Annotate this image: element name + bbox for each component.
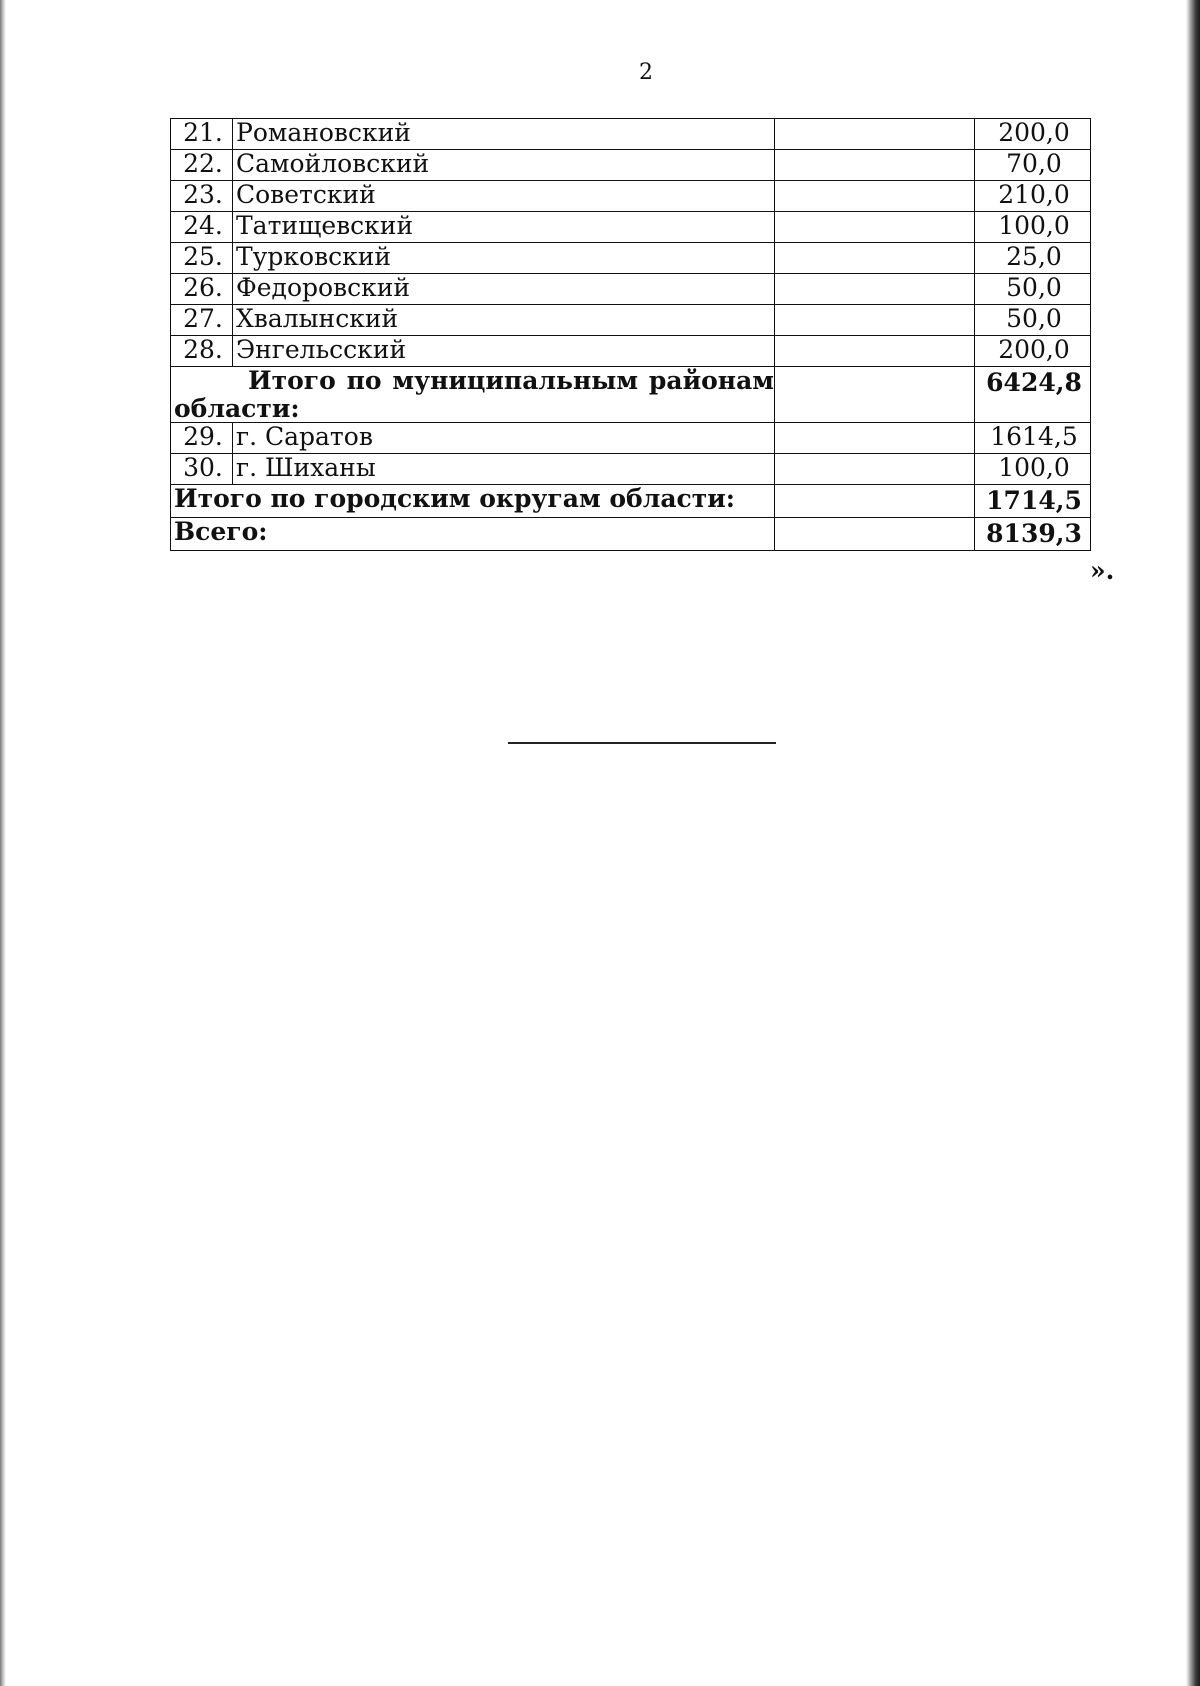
scan-edge-left [0, 0, 6, 1686]
amount-cell: 70,0 [975, 150, 1091, 181]
city-name: г. Шиханы [233, 454, 775, 485]
empty-cell [775, 518, 975, 551]
amount-cell: 200,0 [975, 336, 1091, 367]
amount-cell: 50,0 [975, 305, 1091, 336]
grand-total-row [171, 518, 1091, 551]
allocation-table [170, 118, 1091, 551]
row-number: 22. [171, 150, 233, 181]
row-number: 23. [171, 181, 233, 212]
amount-cell: 25,0 [975, 243, 1091, 274]
empty-cell [775, 150, 975, 181]
page-number: 2 [639, 60, 653, 85]
amount-cell: 100,0 [975, 454, 1091, 485]
table-row [171, 243, 1091, 274]
closing-quote: ». [1090, 556, 1115, 585]
amount-cell: 1614,5 [975, 423, 1091, 454]
district-name: Советский [233, 181, 775, 212]
table-row [171, 150, 1091, 181]
table-row [171, 119, 1091, 150]
city-name: г. Саратов [233, 423, 775, 454]
amount-cell: 210,0 [975, 181, 1091, 212]
table-row [171, 423, 1091, 454]
table-row [171, 274, 1091, 305]
row-number: 26. [171, 274, 233, 305]
table-row [171, 212, 1091, 243]
empty-cell [775, 119, 975, 150]
districts-total-label: Итого по муниципальным районам области: [171, 367, 775, 423]
district-name: Хвалынский [233, 305, 775, 336]
amount-cell: 100,0 [975, 212, 1091, 243]
empty-cell [775, 485, 975, 518]
row-number: 21. [171, 119, 233, 150]
row-number: 28. [171, 336, 233, 367]
district-name: Турковский [233, 243, 775, 274]
empty-cell [775, 274, 975, 305]
districts-total-value: 6424,8 [975, 367, 1091, 423]
row-number: 25. [171, 243, 233, 274]
district-name: Энгельсский [233, 336, 775, 367]
grand-total-value: 8139,3 [975, 518, 1091, 551]
row-number: 24. [171, 212, 233, 243]
cities-total-label: Итого по городским округам области: [171, 485, 775, 518]
row-number: 30. [171, 454, 233, 485]
table-row [171, 181, 1091, 212]
district-name: Самойловский [233, 150, 775, 181]
districts-total-row [171, 367, 1091, 423]
table-row [171, 305, 1091, 336]
district-name: Федоровский [233, 274, 775, 305]
empty-cell [775, 212, 975, 243]
grand-total-label: Всего: [171, 518, 775, 551]
empty-cell [775, 305, 975, 336]
empty-cell [775, 454, 975, 485]
empty-cell [775, 367, 975, 423]
table-row [171, 336, 1091, 367]
cities-total-row [171, 485, 1091, 518]
separator-line [508, 742, 776, 744]
empty-cell [775, 336, 975, 367]
district-name: Романовский [233, 119, 775, 150]
cities-total-value: 1714,5 [975, 485, 1091, 518]
empty-cell [775, 423, 975, 454]
scan-edge-right [1186, 0, 1200, 1686]
district-name: Татищевский [233, 212, 775, 243]
empty-cell [775, 243, 975, 274]
amount-cell: 50,0 [975, 274, 1091, 305]
row-number: 29. [171, 423, 233, 454]
empty-cell [775, 181, 975, 212]
amount-cell: 200,0 [975, 119, 1091, 150]
table-row [171, 454, 1091, 485]
row-number: 27. [171, 305, 233, 336]
